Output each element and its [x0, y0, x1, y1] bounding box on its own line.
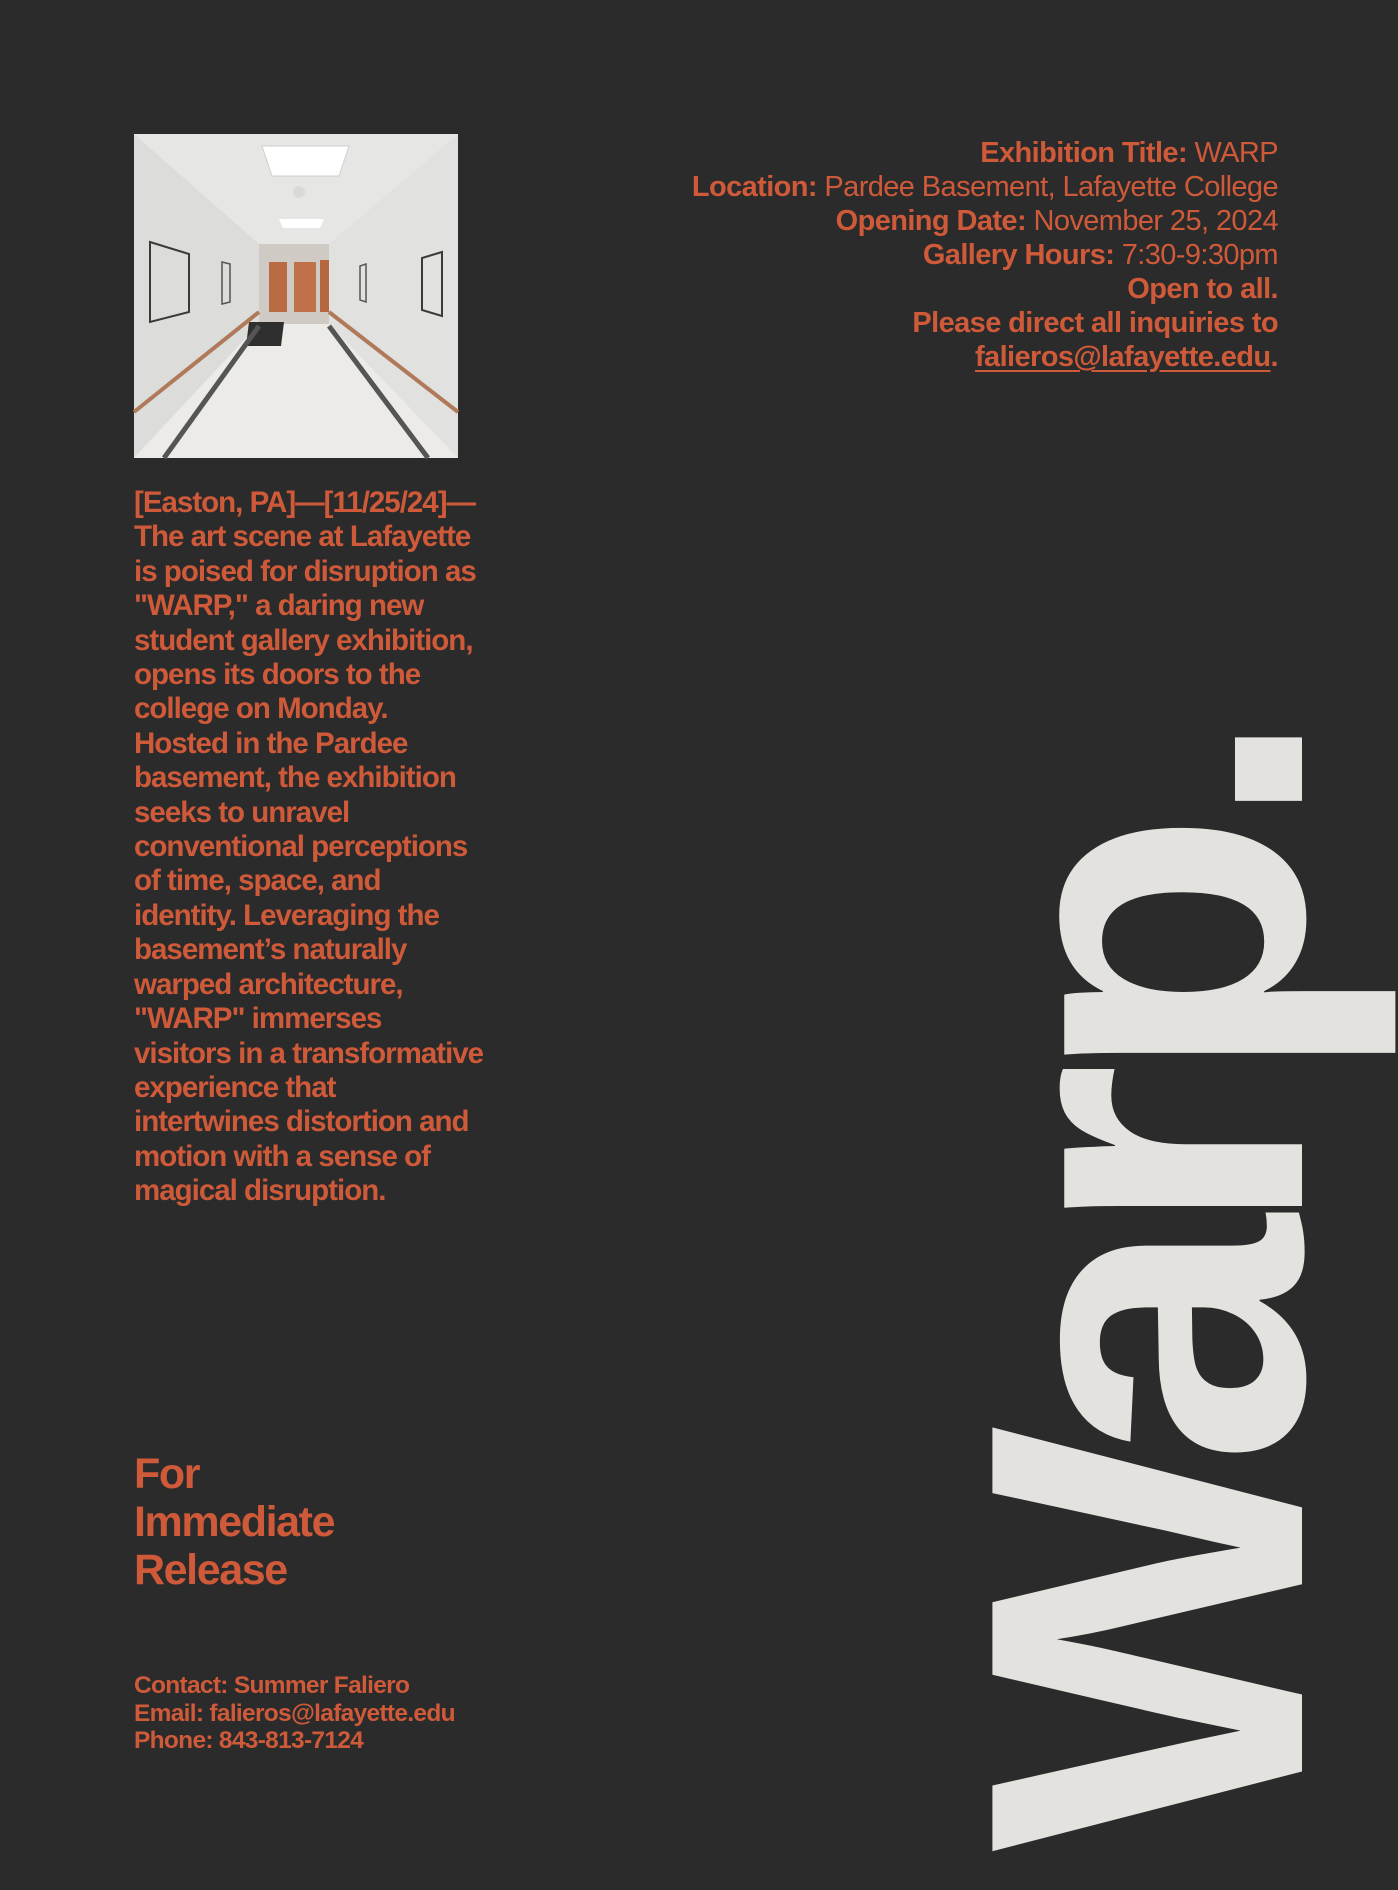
warp-title: Warp. [896, 728, 1398, 1852]
contact-block [134, 1672, 574, 1755]
inquiries-email-row [558, 340, 1278, 374]
release-line-1: For [134, 1450, 200, 1498]
press-release-body: [Easton, PA]—[11/25/24]—The art scene at Lafayette is poised for disruption as "WARP," a daring new student gallery exhibition, opens its doors to the college on Monday. Hosted in the Pardee basement, the exhibition seeks to unravel conventional perceptions of time, space, and identity. Leveraging the basement’s naturally warped architecture, "WARP" immerses visitors in a transformative experience that intertwines distortion and motion with a sense of magical disruption. [134, 486, 484, 1208]
location-value: Pardee Basement, Lafayette College [824, 171, 1278, 203]
location-row [558, 170, 1278, 204]
gallery-hours-row [558, 238, 1278, 272]
hallway-illustration [134, 134, 458, 458]
gallery-hours-label: Gallery Hours: [922, 239, 1115, 271]
opening-date-row [558, 204, 1278, 238]
open-to-all: Open to all. [1127, 273, 1278, 305]
contact-email: Email: falieros@lafayette.edu [134, 1699, 455, 1727]
gallery-hours-value: 7:30-9:30pm [1121, 239, 1278, 271]
immediate-release-heading [134, 1450, 494, 1594]
hallway-photo [134, 134, 458, 458]
contact-name: Contact: Summer Faliero [134, 1672, 410, 1699]
exhibition-title-label: Exhibition Title: [980, 137, 1187, 169]
exhibition-info [558, 136, 1278, 374]
exhibition-title-row [558, 136, 1278, 170]
opening-date-label: Opening Date: [835, 205, 1027, 237]
inquiries-line: Please direct all inquiries to [912, 307, 1278, 339]
release-line-3: Release [134, 1546, 287, 1594]
location-label: Location: [691, 171, 817, 203]
exhibition-title-value: WARP [1194, 137, 1278, 169]
opening-date-value: November 25, 2024 [1033, 205, 1278, 237]
inquiries-email-link[interactable]: falieros@lafayette.edu [975, 341, 1271, 373]
contact-phone: Phone: 843-813-7124 [134, 1727, 364, 1754]
inquiries-period: . [1270, 341, 1278, 373]
release-line-2: Immediate [134, 1498, 335, 1546]
